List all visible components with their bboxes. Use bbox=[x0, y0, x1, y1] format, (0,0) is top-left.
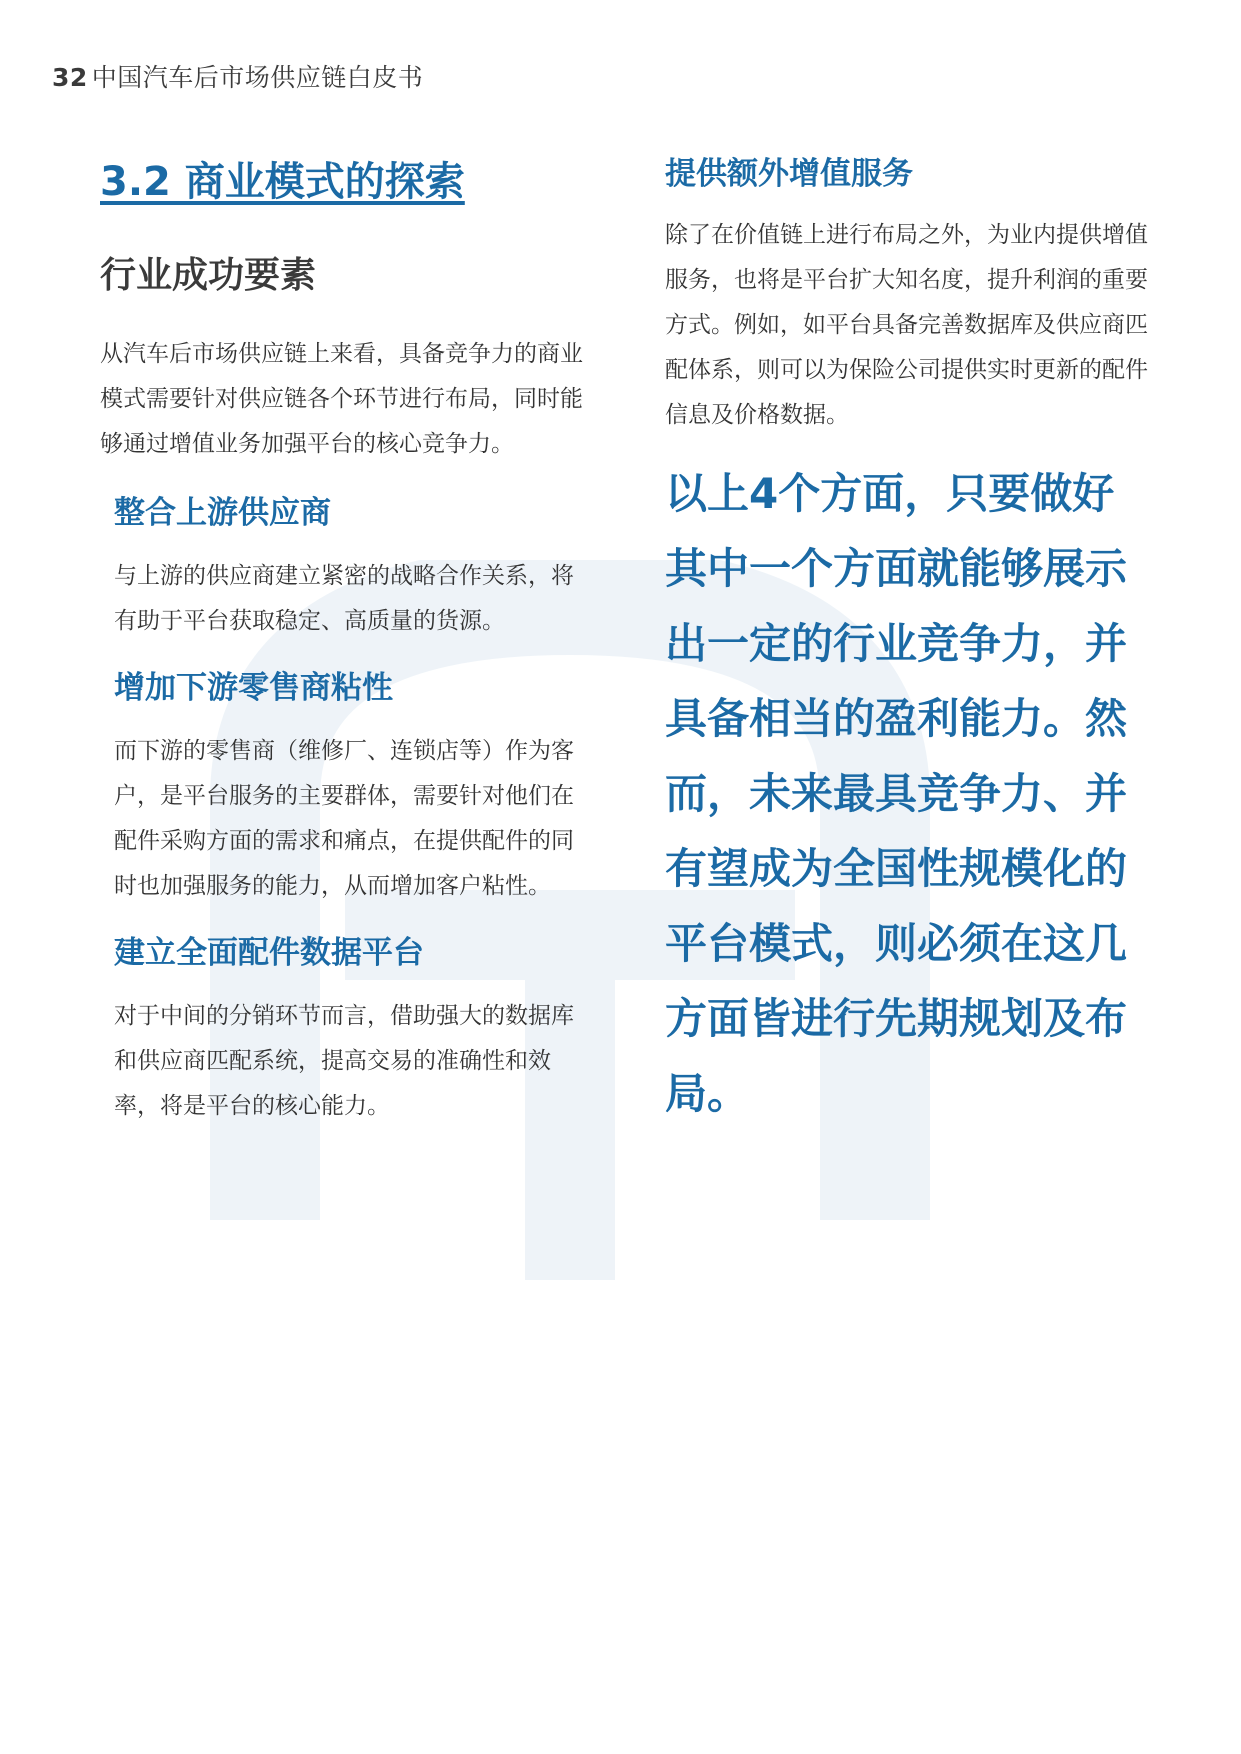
item-data-platform bbox=[114, 927, 590, 1129]
section-title: 3.2 商业模式的探索 bbox=[100, 159, 465, 205]
right-column bbox=[665, 148, 1165, 1131]
item-text: 而下游的零售商（维修厂、连锁店等）作为客户，是平台服务的主要群体，需要针对他们在配件采购方面的需求和痛点，在提供配件的同时也加强服务的能力，从而增加客户粘性。 bbox=[114, 738, 574, 899]
sub-title: 行业成功要素 bbox=[100, 255, 317, 296]
item-title-value-added: 提供额外增值服务 bbox=[665, 156, 913, 192]
page-number: 32 bbox=[52, 63, 88, 92]
item-title: 建立全面配件数据平台 bbox=[114, 935, 424, 971]
item-text: 与上游的供应商建立紧密的战略合作关系，将有助于平台获取稳定、高质量的货源。 bbox=[114, 563, 574, 634]
item-downstream bbox=[114, 662, 590, 909]
item-title: 增加下游零售商粘性 bbox=[114, 670, 393, 706]
document-title: 中国汽车后市场供应链白皮书 bbox=[91, 63, 424, 92]
item-upstream bbox=[114, 487, 590, 644]
item-title: 整合上游供应商 bbox=[114, 495, 331, 531]
item-text-value-added: 除了在价值链上进行布局之外，为业内提供增值服务，也将是平台扩大知名度，提升利润的重要方式。例如，如平台具备完善数据库及供应商匹配体系，则可以为保险公司提供实时更新的配件信息及价格数据。 bbox=[665, 222, 1148, 428]
page-header bbox=[52, 58, 423, 94]
highlight-quote: 以上4个方面，只要做好其中一个方面就能够展示出一定的行业竞争力，并具备相当的盈利能力。然而，未来最具竞争力、并有望成为全国性规模化的平台模式，则必须在这几方面皆进行先期规划及布局。 bbox=[665, 469, 1128, 1118]
intro-paragraph: 从汽车后市场供应链上来看，具备竞争力的商业模式需要针对供应链各个环节进行布局，同时能够通过增值业务加强平台的核心竞争力。 bbox=[100, 341, 583, 457]
item-text: 对于中间的分销环节而言，借助强大的数据库和供应商匹配系统，提高交易的准确性和效率，将是平台的核心能力。 bbox=[114, 1003, 574, 1119]
left-column bbox=[100, 150, 590, 1147]
